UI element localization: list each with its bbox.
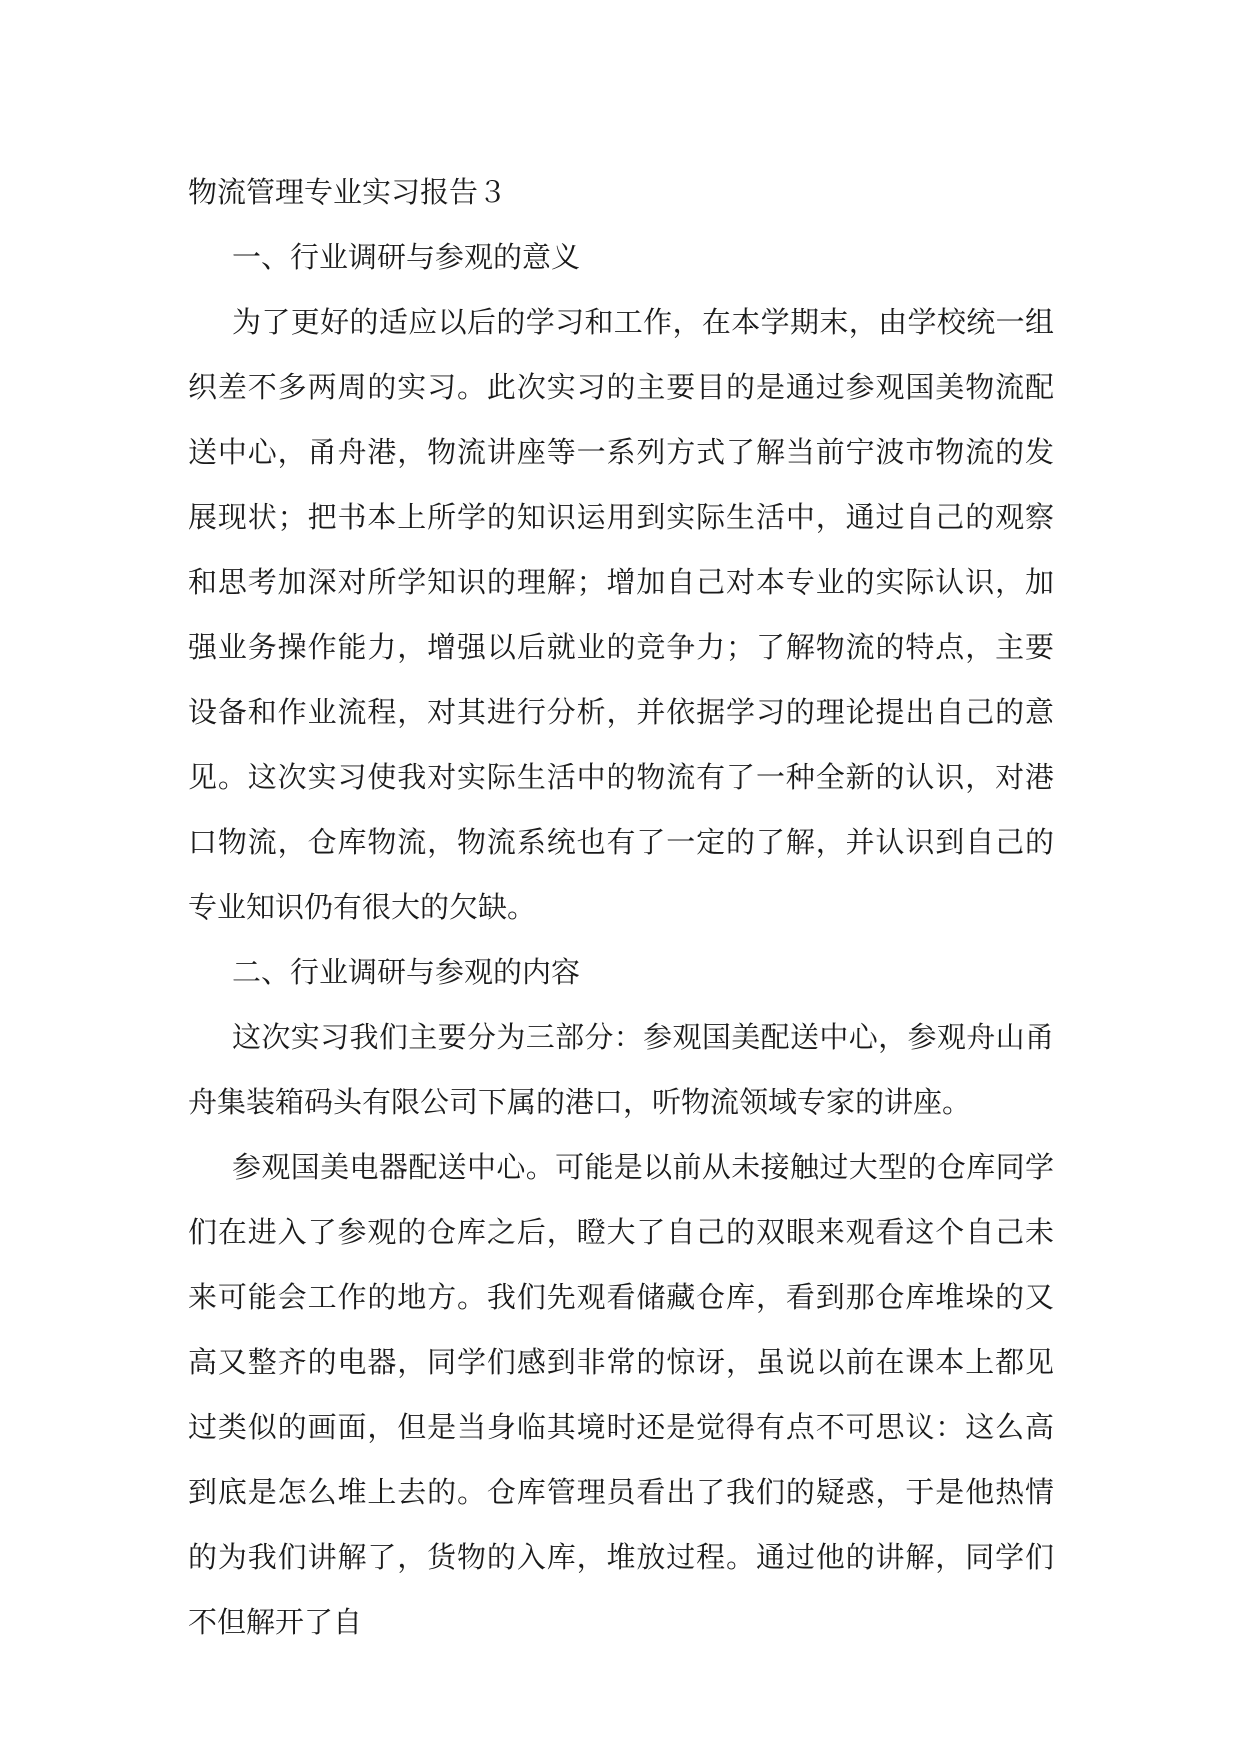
section-heading: 二、行业调研与参观的内容 (232, 955, 581, 989)
paragraph: 为了更好的适应以后的学习和工作，在本学期末，由学校统一组织差不多两周的实习。此次实习的主要目的是通过参观国美物流配送中心，甬舟港，物流讲座等一系列方式了解当前宁波市物流的发展现状；把书本上所学的知识运用到实际生活中，通过自己的观察和思考加深对所学知识的理解；增加自己对本专业的实际认识，加强业务操作能力，增强以后就业的竞争力；了解物流的特点，主要设备和作业流程，对其进行分析，并依据学习的理论提出自己的意见。这次实习使我对实际生活中的物流有了一种全新的认识，对港口物流，仓库物流，物流系统也有了一定的了解，并认识到自己的专业知识仍有很大的欠缺。 (188, 305, 1054, 924)
document-title: 物流管理专业实习报告３ (188, 175, 508, 209)
section-heading: 一、行业调研与参观的意义 (232, 240, 581, 274)
section-content (188, 940, 1054, 1655)
section-significance (188, 225, 1054, 940)
paragraph: 参观国美电器配送中心。可能是以前从未接触过大型的仓库同学们在进入了参观的仓库之后，瞪大了自己的双眼来观看这个自己未来可能会工作的地方。我们先观看储藏仓库，看到那仓库堆垛的又高又整齐的电器，同学们感到非常的惊讶，虽说以前在课本上都见过类似的画面，但是当身临其境时还是觉得有点不可思议：这么高到底是怎么堆上去的。仓库管理员看出了我们的疑惑，于是他热情的为我们讲解了，货物的入库，堆放过程。通过他的讲解，同学们不但解开了自 (188, 1150, 1054, 1639)
document-body (188, 160, 1054, 1655)
paragraph: 这次实习我们主要分为三部分：参观国美配送中心，参观舟山甬舟集装箱码头有限公司下属的港口，听物流领域专家的讲座。 (188, 1020, 1054, 1119)
